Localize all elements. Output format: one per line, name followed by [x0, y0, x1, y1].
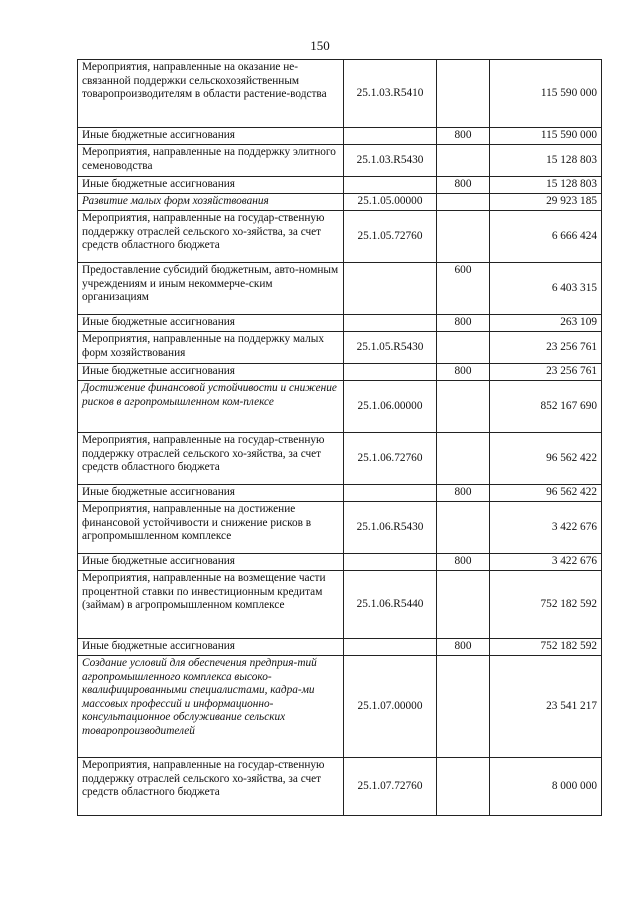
row-sum-cell: 23 256 761 [490, 332, 602, 364]
row-code-cell [344, 485, 437, 502]
row-kind-cell [437, 433, 490, 485]
table-row [78, 656, 602, 758]
row-code-cell: 25.1.05.R5430 [344, 332, 437, 364]
table-row [78, 364, 602, 381]
row-kind-cell: 800 [437, 177, 490, 194]
table-row [78, 211, 602, 263]
row-kind-cell: 800 [437, 128, 490, 145]
row-kind-cell [437, 332, 490, 364]
table-row [78, 639, 602, 656]
row-sum-cell: 852 167 690 [490, 381, 602, 433]
row-kind-cell: 600 [437, 263, 490, 315]
table-row [78, 194, 602, 211]
row-name-cell: Иные бюджетные ассигнования [78, 554, 344, 571]
row-name-cell: Иные бюджетные ассигнования [78, 364, 344, 381]
row-name-cell: Мероприятия, направленные на государ-ственную поддержку отраслей сельского хо-зяйства, за счет средств областного бюджета [78, 433, 344, 485]
table-row [78, 571, 602, 639]
row-code-cell: 25.1.05.72760 [344, 211, 437, 263]
row-sum-cell: 3 422 676 [490, 502, 602, 554]
row-code-cell: 25.1.03.R5430 [344, 145, 437, 177]
table-row [78, 485, 602, 502]
row-code-cell: 25.1.07.72760 [344, 758, 437, 816]
row-kind-cell [437, 758, 490, 816]
row-name-cell: Мероприятия, направленные на поддержку элитного семеноводства [78, 145, 344, 177]
row-kind-cell [437, 656, 490, 758]
row-kind-cell [437, 381, 490, 433]
row-code-cell: 25.1.06.R5430 [344, 502, 437, 554]
row-sum-cell: 96 562 422 [490, 433, 602, 485]
table-row [78, 315, 602, 332]
row-code-cell: 25.1.06.R5440 [344, 571, 437, 639]
row-sum-cell: 115 590 000 [490, 128, 602, 145]
row-sum-cell: 29 923 185 [490, 194, 602, 211]
row-kind-cell: 800 [437, 554, 490, 571]
row-kind-cell [437, 211, 490, 263]
table-row [78, 758, 602, 816]
row-sum-cell: 15 128 803 [490, 177, 602, 194]
row-name-cell: Мероприятия, направленные на достижение финансовой устойчивости и снижение рисков в агропромышленном комплексе [78, 502, 344, 554]
row-sum-cell: 15 128 803 [490, 145, 602, 177]
row-sum-cell: 8 000 000 [490, 758, 602, 816]
row-name-cell: Создание условий для обеспечения предприя-тий агропромышленного комплекса высоко-квалифицированными специалистами, кадра-ми массовых профессий и информационно-консультационное обслуживание сельских товаропроизводителей [78, 656, 344, 758]
row-kind-cell: 800 [437, 639, 490, 656]
row-sum-cell: 752 182 592 [490, 571, 602, 639]
row-name-cell: Иные бюджетные ассигнования [78, 128, 344, 145]
row-sum-cell: 115 590 000 [490, 60, 602, 128]
row-name-cell: Достижение финансовой устойчивости и снижение рисков в агропромышленном ком-плексе [78, 381, 344, 433]
row-name-cell: Предоставление субсидий бюджетным, авто-номным учреждениям и иным некоммерче-ским организациям [78, 263, 344, 315]
table-row [78, 554, 602, 571]
page-number: 150 [310, 38, 330, 53]
row-name-cell: Иные бюджетные ассигнования [78, 639, 344, 656]
row-name-cell: Мероприятия, направленные на государ-ственную поддержку отраслей сельского хо-зяйства, за счет средств областного бюджета [78, 758, 344, 816]
table-row [78, 128, 602, 145]
row-name-cell: Мероприятия, направленные на оказание не-связанной поддержки сельскохозяйственным товаропроизводителям в области растение-водства [78, 60, 344, 128]
row-kind-cell: 800 [437, 364, 490, 381]
row-kind-cell [437, 502, 490, 554]
row-sum-cell: 263 109 [490, 315, 602, 332]
row-name-cell: Мероприятия, направленные на поддержку малых форм хозяйствования [78, 332, 344, 364]
table-row [78, 145, 602, 177]
table-row [78, 502, 602, 554]
row-name-cell: Иные бюджетные ассигнования [78, 485, 344, 502]
row-code-cell: 25.1.07.00000 [344, 656, 437, 758]
row-sum-cell: 6 403 315 [490, 263, 602, 315]
row-kind-cell: 800 [437, 485, 490, 502]
row-kind-cell: 800 [437, 315, 490, 332]
row-name-cell: Иные бюджетные ассигнования [78, 177, 344, 194]
row-kind-cell [437, 60, 490, 128]
table-row [78, 332, 602, 364]
row-name-cell: Мероприятия, направленные на государ-ственную поддержку отраслей сельского хо-зяйства, за счет средств областного бюджета [78, 211, 344, 263]
table-row [78, 263, 602, 315]
row-sum-cell: 23 541 217 [490, 656, 602, 758]
row-code-cell: 25.1.06.72760 [344, 433, 437, 485]
row-name-cell: Мероприятия, направленные на возмещение части процентной ставки по инвестиционным кредитам (займам) в агропромышленном комплексе [78, 571, 344, 639]
row-code-cell [344, 364, 437, 381]
row-code-cell [344, 554, 437, 571]
table-row [78, 433, 602, 485]
row-sum-cell: 6 666 424 [490, 211, 602, 263]
row-code-cell: 25.1.06.00000 [344, 381, 437, 433]
row-sum-cell: 3 422 676 [490, 554, 602, 571]
row-name-cell: Иные бюджетные ассигнования [78, 315, 344, 332]
row-code-cell [344, 263, 437, 315]
row-code-cell [344, 315, 437, 332]
table-row [78, 60, 602, 128]
row-sum-cell: 96 562 422 [490, 485, 602, 502]
row-kind-cell [437, 571, 490, 639]
row-code-cell [344, 639, 437, 656]
row-kind-cell [437, 145, 490, 177]
row-code-cell: 25.1.05.00000 [344, 194, 437, 211]
row-kind-cell [437, 194, 490, 211]
table-row [78, 381, 602, 433]
row-code-cell: 25.1.03.R5410 [344, 60, 437, 128]
table-row [78, 177, 602, 194]
row-code-cell [344, 177, 437, 194]
row-name-cell: Развитие малых форм хозяйствования [78, 194, 344, 211]
row-code-cell [344, 128, 437, 145]
budget-table [77, 59, 602, 816]
row-sum-cell: 23 256 761 [490, 364, 602, 381]
row-sum-cell: 752 182 592 [490, 639, 602, 656]
budget-table-body [78, 60, 602, 816]
